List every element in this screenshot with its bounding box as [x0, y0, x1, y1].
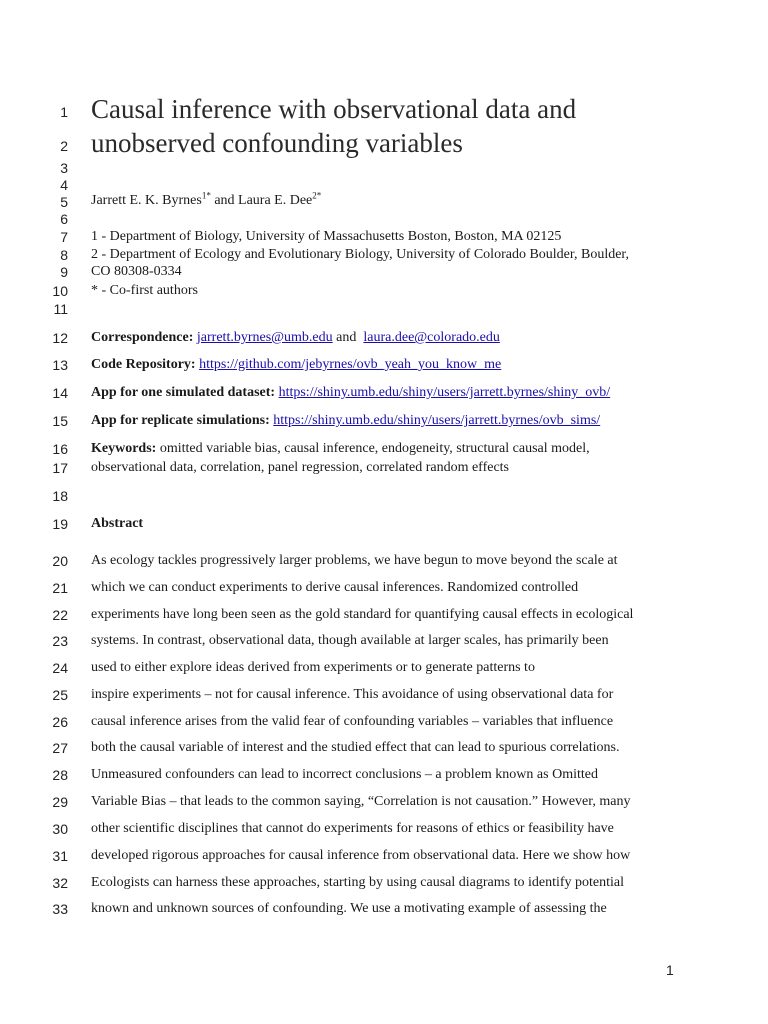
- line-number: 18: [52, 488, 68, 504]
- abstract-line: used to either explore ideas derived from experiments or to generate patterns to: [91, 660, 535, 675]
- line-number: 20: [52, 553, 68, 569]
- line-number: 11: [53, 301, 68, 317]
- line-number: 19: [52, 516, 68, 532]
- line-number: 22: [52, 607, 68, 623]
- keywords-text: omitted variable bias, causal inference, endogeneity, structural causal model,: [159, 441, 590, 456]
- line-number: 21: [52, 580, 68, 596]
- line-number: 27: [52, 740, 68, 756]
- code-repository-line: [91, 357, 680, 373]
- author-conjunction: and: [210, 193, 239, 208]
- abstract-line: Unmeasured confounders can lead to incorrect conclusions – a problem known as Omitted: [91, 767, 598, 782]
- line-number: 2: [60, 138, 68, 154]
- author-name: Jarrett E. K. Byrnes: [91, 193, 202, 208]
- line-number: 8: [60, 247, 68, 263]
- author-list: [91, 190, 680, 209]
- correspondence-line: [91, 330, 680, 346]
- abstract-line: both the causal variable of interest and the studied effect that can lead to spurious correlations.: [91, 740, 620, 755]
- abstract-line: causal inference arises from the valid fear of confounding variables – variables that influence: [91, 714, 614, 729]
- line-number: 9: [60, 264, 68, 280]
- line-number: 4: [60, 177, 68, 193]
- paper-title-line-1: Causal inference with observational data and: [91, 94, 577, 124]
- line-number: 6: [60, 211, 68, 227]
- line-number: 10: [52, 283, 68, 299]
- app-replicate-line: [91, 413, 680, 429]
- abstract-line: As ecology tackles progressively larger problems, we have begun to move beyond the scale at: [91, 553, 618, 568]
- paper-title-line-2: unobserved confounding variables: [91, 128, 463, 158]
- line-number: 14: [52, 385, 68, 401]
- affiliation-2-line-2: CO 80308-0334: [91, 264, 182, 279]
- author-affiliation-mark: 1*: [201, 190, 211, 201]
- app-replicate-label: App for replicate simulations:: [91, 413, 270, 428]
- line-number: 3: [60, 160, 68, 176]
- line-number: 16: [52, 441, 68, 457]
- page-number: 1: [666, 962, 674, 978]
- keywords-label: Keywords:: [91, 441, 157, 456]
- abstract-line: developed rigorous approaches for causal inference from observational data. Here we show how: [91, 848, 631, 863]
- email-link-byrnes[interactable]: jarrett.byrnes@umb.edu: [196, 330, 333, 345]
- line-number: 24: [52, 660, 68, 676]
- abstract-line: Ecologists can harness these approaches, starting by using causal diagrams to identify potential: [91, 875, 625, 890]
- line-number: 15: [52, 413, 68, 429]
- line-number: 32: [52, 875, 68, 891]
- line-number: 30: [52, 821, 68, 837]
- affiliation-1: 1 - Department of Biology, University of Massachusetts Boston, Boston, MA 02125: [91, 229, 562, 244]
- line-number: 31: [52, 848, 68, 864]
- line-number: 29: [52, 794, 68, 810]
- line-number: 26: [52, 714, 68, 730]
- app-single-dataset-line: [91, 385, 680, 401]
- code-repository-label: Code Repository:: [91, 357, 196, 372]
- line-number: 12: [52, 330, 68, 346]
- app-single-dataset-link[interactable]: https://shiny.umb.edu/shiny/users/jarrett.byrnes/shiny_ovb/: [278, 385, 611, 400]
- email-link-dee[interactable]: laura.dee@colorado.edu: [363, 330, 500, 345]
- line-number: 13: [52, 357, 68, 373]
- line-number: 25: [52, 687, 68, 703]
- abstract-line: experiments have long been seen as the gold standard for quantifying causal effects in ecological: [91, 607, 634, 622]
- author-name: Laura E. Dee: [238, 193, 313, 208]
- line-number: 5: [60, 194, 68, 210]
- keywords-line-2: observational data, correlation, panel regression, correlated random effects: [91, 460, 510, 475]
- abstract-line: Variable Bias – that leads to the common saying, “Correlation is not causation.” However, many: [91, 794, 631, 809]
- abstract-line: which we can conduct experiments to derive causal inferences. Randomized controlled: [91, 580, 579, 595]
- correspondence-and: and: [336, 330, 357, 345]
- abstract-heading: Abstract: [91, 516, 144, 531]
- abstract-line: known and unknown sources of confounding. We use a motivating example of assessing the: [91, 901, 607, 916]
- app-replicate-link[interactable]: https://shiny.umb.edu/shiny/users/jarrett.byrnes/ovb_sims/: [273, 413, 601, 428]
- line-number: 1: [60, 104, 68, 120]
- line-number: 33: [52, 901, 68, 917]
- abstract-line: systems. In contrast, observational data, though available at larger scales, has primarily been: [91, 633, 609, 648]
- app-single-dataset-label: App for one simulated dataset:: [91, 385, 276, 400]
- line-number: 23: [52, 633, 68, 649]
- correspondence-label: Correspondence:: [91, 330, 194, 345]
- line-number: 28: [52, 767, 68, 783]
- keywords-line-1: [91, 441, 680, 457]
- line-number: 17: [52, 460, 68, 476]
- affiliation-2-line-1: 2 - Department of Ecology and Evolutionary Biology, University of Colorado Boulder, Boulder,: [91, 247, 630, 262]
- code-repository-link[interactable]: https://github.com/jebyrnes/ovb_yeah_you_know_me: [199, 357, 502, 372]
- abstract-line: other scientific disciplines that cannot do experiments for reasons of ethics or feasibility have: [91, 821, 614, 836]
- line-number: 7: [60, 229, 68, 245]
- abstract-line: inspire experiments – not for causal inference. This avoidance of using observational data for: [91, 687, 614, 702]
- co-first-author-note: * - Co-first authors: [91, 283, 198, 298]
- author-affiliation-mark: 2*: [312, 190, 322, 201]
